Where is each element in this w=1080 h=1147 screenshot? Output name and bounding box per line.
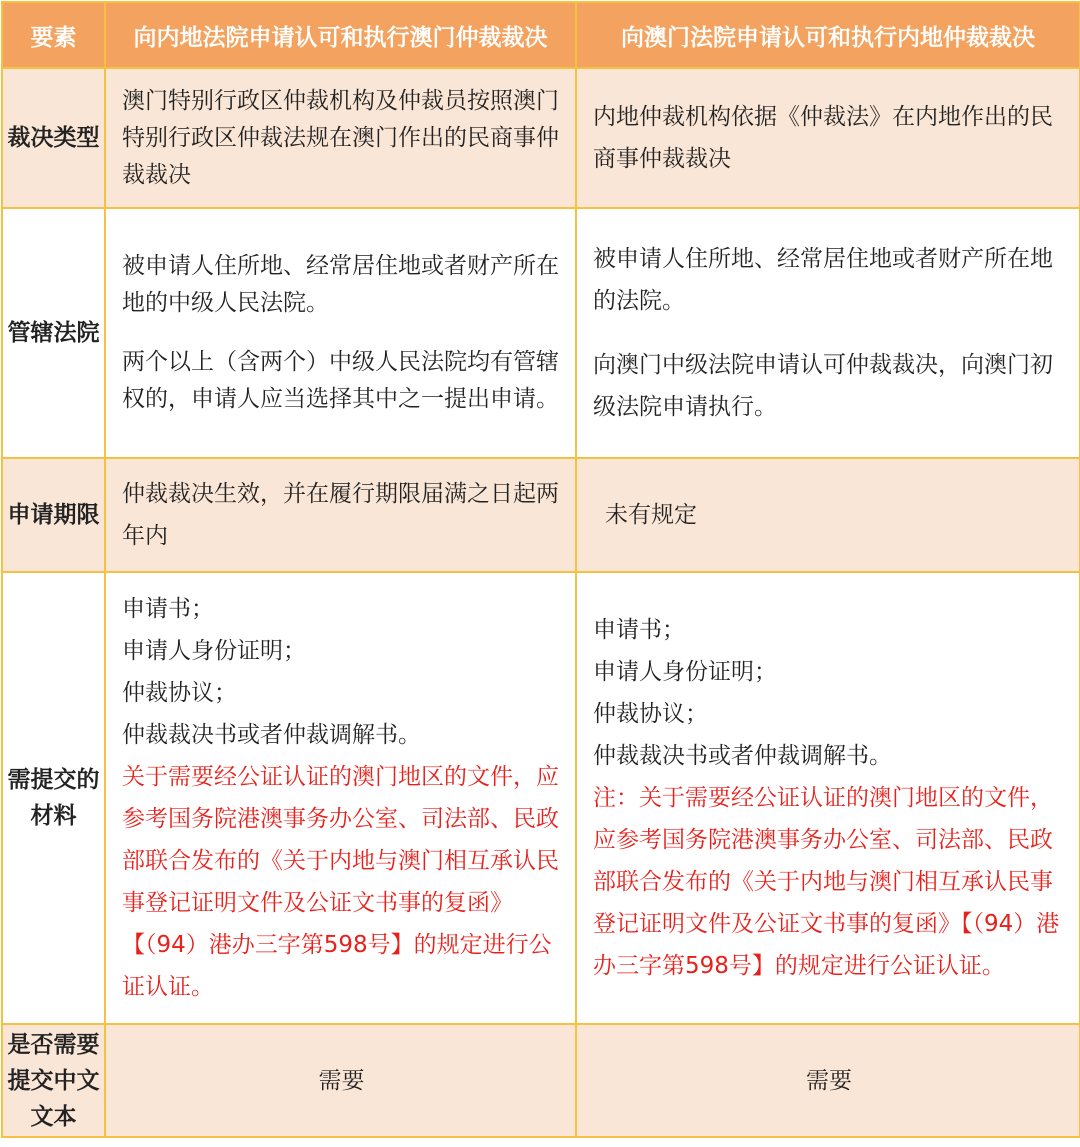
mainland-jurisdiction-p1: 被申请人住所地、经常居住地或者财产所在地的中级人民法院。 [122,253,559,316]
header-macau: 向澳门法院申请认可和执行内地仲裁裁决 [576,2,1080,68]
mainland-time-limit: 仲裁裁决生效，并在履行期限届满之日起两年内 [105,458,576,572]
row-jurisdiction [2,208,1080,458]
mainland-material-item: 仲裁协议； [122,680,237,706]
mainland-material-item: 仲裁裁决书或者仲裁调解书。 [122,722,421,748]
label-jurisdiction: 管辖法院 [2,208,105,458]
row-award-type [2,68,1080,208]
comparison-table [1,1,1080,1138]
row-time-limit [2,458,1080,572]
macau-material-item: 仲裁裁决书或者仲裁调解书。 [593,743,892,769]
macau-jurisdiction-p2: 向澳门中级法院申请认可仲裁裁决，向澳门初级法院申请执行。 [593,352,1053,420]
macau-material-item: 申请人身份证明； [593,659,777,685]
row-materials [2,572,1080,1024]
mainland-material-item: 申请书； [122,596,214,622]
mainland-chinese-text: 需要 [105,1024,576,1137]
mainland-materials [105,572,576,1024]
header-mainland: 向内地法院申请认可和执行澳门仲裁裁决 [105,2,576,68]
mainland-notarization-note: 关于需要经公证认证的澳门地区的文件，应参考国务院港澳事务办公室、司法部、民政部联合发布的《关于内地与澳门相互承认民事登记证明文件及公证文书事的复函》【（94）港办三字第598号】的规定进行公证认证。 [122,764,559,1000]
mainland-jurisdiction-p2: 两个以上（含两个）中级人民法院均有管辖权的，申请人应当选择其中之一提出申请。 [122,349,559,412]
label-time-limit: 申请期限 [2,458,105,572]
macau-chinese-text: 需要 [576,1024,1080,1137]
mainland-material-item: 申请人身份证明； [122,638,306,664]
macau-material-item: 仲裁协议； [593,701,708,727]
header-element: 要素 [2,2,105,68]
label-chinese-text: 是否需要提交中文文本 [2,1024,105,1137]
mainland-jurisdiction [105,208,576,458]
macau-jurisdiction-p1: 被申请人住所地、经常居住地或者财产所在地的法院。 [593,246,1053,314]
macau-award-type: 内地仲裁机构依据《仲裁法》在内地作出的民商事仲裁裁决 [576,68,1080,208]
macau-materials [576,572,1080,1024]
macau-material-item: 申请书； [593,617,685,643]
macau-jurisdiction [576,208,1080,458]
label-award-type: 裁决类型 [2,68,105,208]
macau-notarization-note: 注：关于需要经公证认证的澳门地区的文件，应参考国务院港澳事务办公室、司法部、民政部联合发布的《关于内地与澳门相互承认民事登记证明文件及公证文书事的复函》【（94）港办三字第598号】的规定进行公证认证。 [593,785,1060,979]
macau-time-limit: 未有规定 [576,458,1080,572]
header-row [2,2,1080,68]
label-materials: 需提交的材料 [2,572,105,1024]
row-chinese-text [2,1024,1080,1137]
mainland-award-type: 澳门特别行政区仲裁机构及仲裁员按照澳门特别行政区仲裁法规在澳门作出的民商事仲裁裁决 [105,68,576,208]
